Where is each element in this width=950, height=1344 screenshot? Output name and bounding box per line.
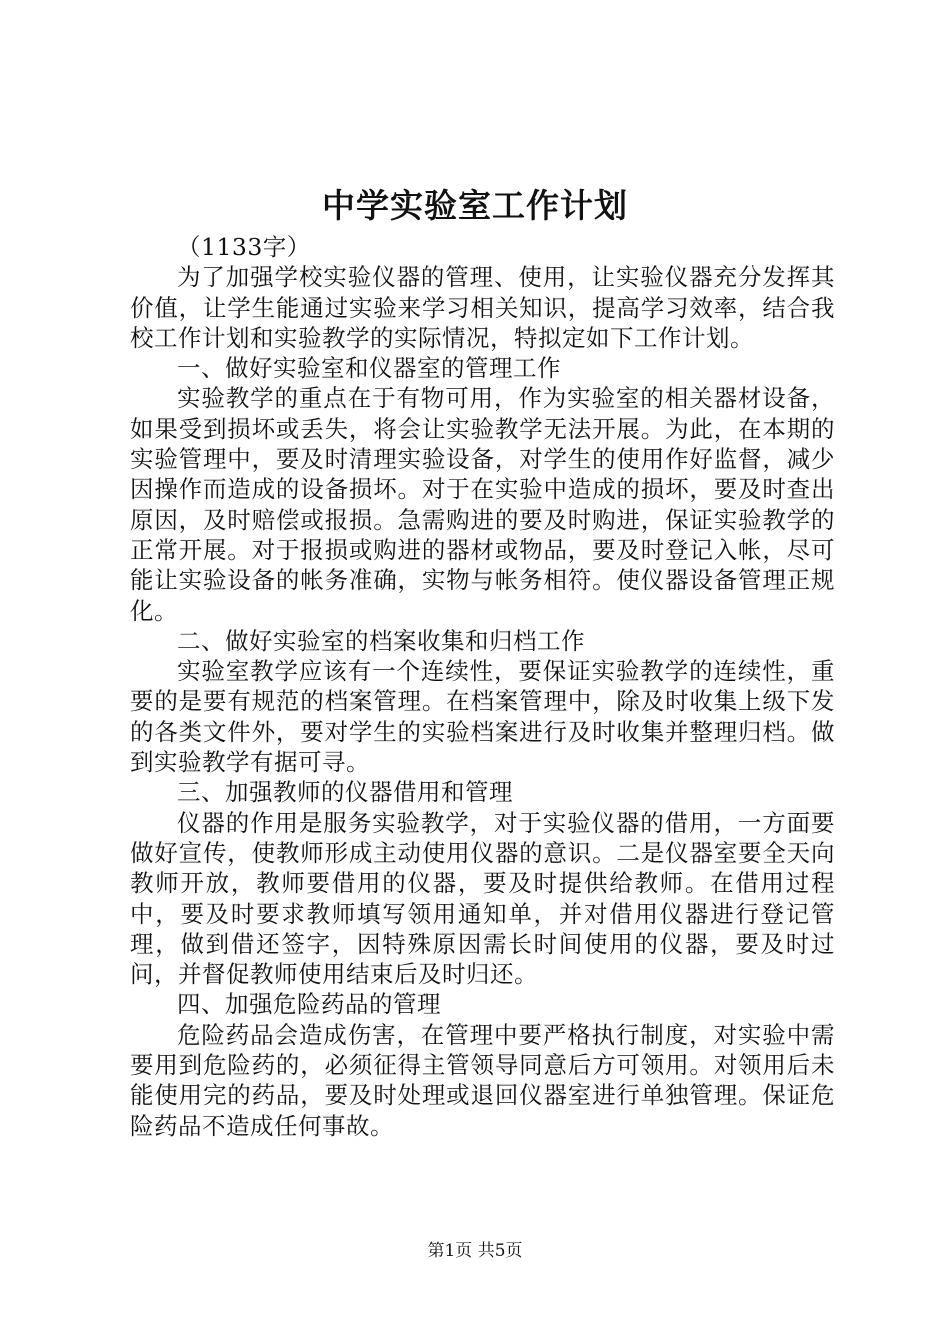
- document-body: [130, 232, 835, 1141]
- section-heading-2: 二、做好实验室的档案收集和归档工作: [177, 626, 585, 655]
- section-paragraph-3: 仪器的作用是服务实验教学，对于实验仪器的借用，一方面要做好宣传，使教师形成主动使用仪器的意识。二是仪器室要全天向教师开放，教师要借用的仪器，要及时提供给教师。在借用过程中，要及时要求教师填写领用通知单，并对借用仪器进行登记管理，做到借还签字，因特殊原因需长时间使用的仪器，要及时过问，并督促教师使用结束后及时归还。: [130, 808, 835, 989]
- section-paragraph-1: 实验教学的重点在于有物可用，作为实验室的相关器材设备，如果受到损坏或丢失，将会让实验教学无法开展。为此，在本期的实验管理中，要及时清理实验设备，对学生的使用作好监督，减少因操作而造成的设备损坏。对于在实验中造成的损坏，要及时查出原因，及时赔偿或报损。急需购进的要及时购进，保证实验教学的正常开展。对于报损或购进的器材或物品，要及时登记入帐，尽可能让实验设备的帐务准确，实物与帐务相符。使仪器设备管理正规化。: [130, 384, 835, 625]
- section-heading-4: 四、加强危险药品的管理: [177, 990, 441, 1019]
- section-heading-3: 三、加强教师的仪器借用和管理: [177, 778, 513, 807]
- section-paragraph-2: 实验室教学应该有一个连续性，要保证实验教学的连续性，重要的是要有规范的档案管理。在档案管理中，除及时收集上级下发的各类文件外，要对学生的实验档案进行及时收集并整理归档。做到实验教学有据可寻。: [130, 657, 835, 777]
- section-heading-1: 一、做好实验室和仪器室的管理工作: [177, 354, 561, 383]
- intro-paragraph: 为了加强学校实验仪器的管理、使用，让实验仪器充分发挥其价值，让学生能通过实验来学习相关知识，提高学习效率，结合我校工作计划和实验教学的实际情况，特拟定如下工作计划。: [130, 263, 835, 352]
- document-title: 中学实验室工作计划: [322, 186, 628, 225]
- section-paragraph-4: 危险药品会造成伤害，在管理中要严格执行制度，对实验中需要用到危险药的，必须征得主管领导同意后方可领用。对领用后未能使用完的药品，要及时处理或退回仪器室进行单独管理。保证危险药品不造成任何事故。: [130, 1020, 835, 1140]
- page-footer: 第1页 共5页: [427, 1241, 523, 1261]
- word-count: （1133字）: [177, 233, 311, 261]
